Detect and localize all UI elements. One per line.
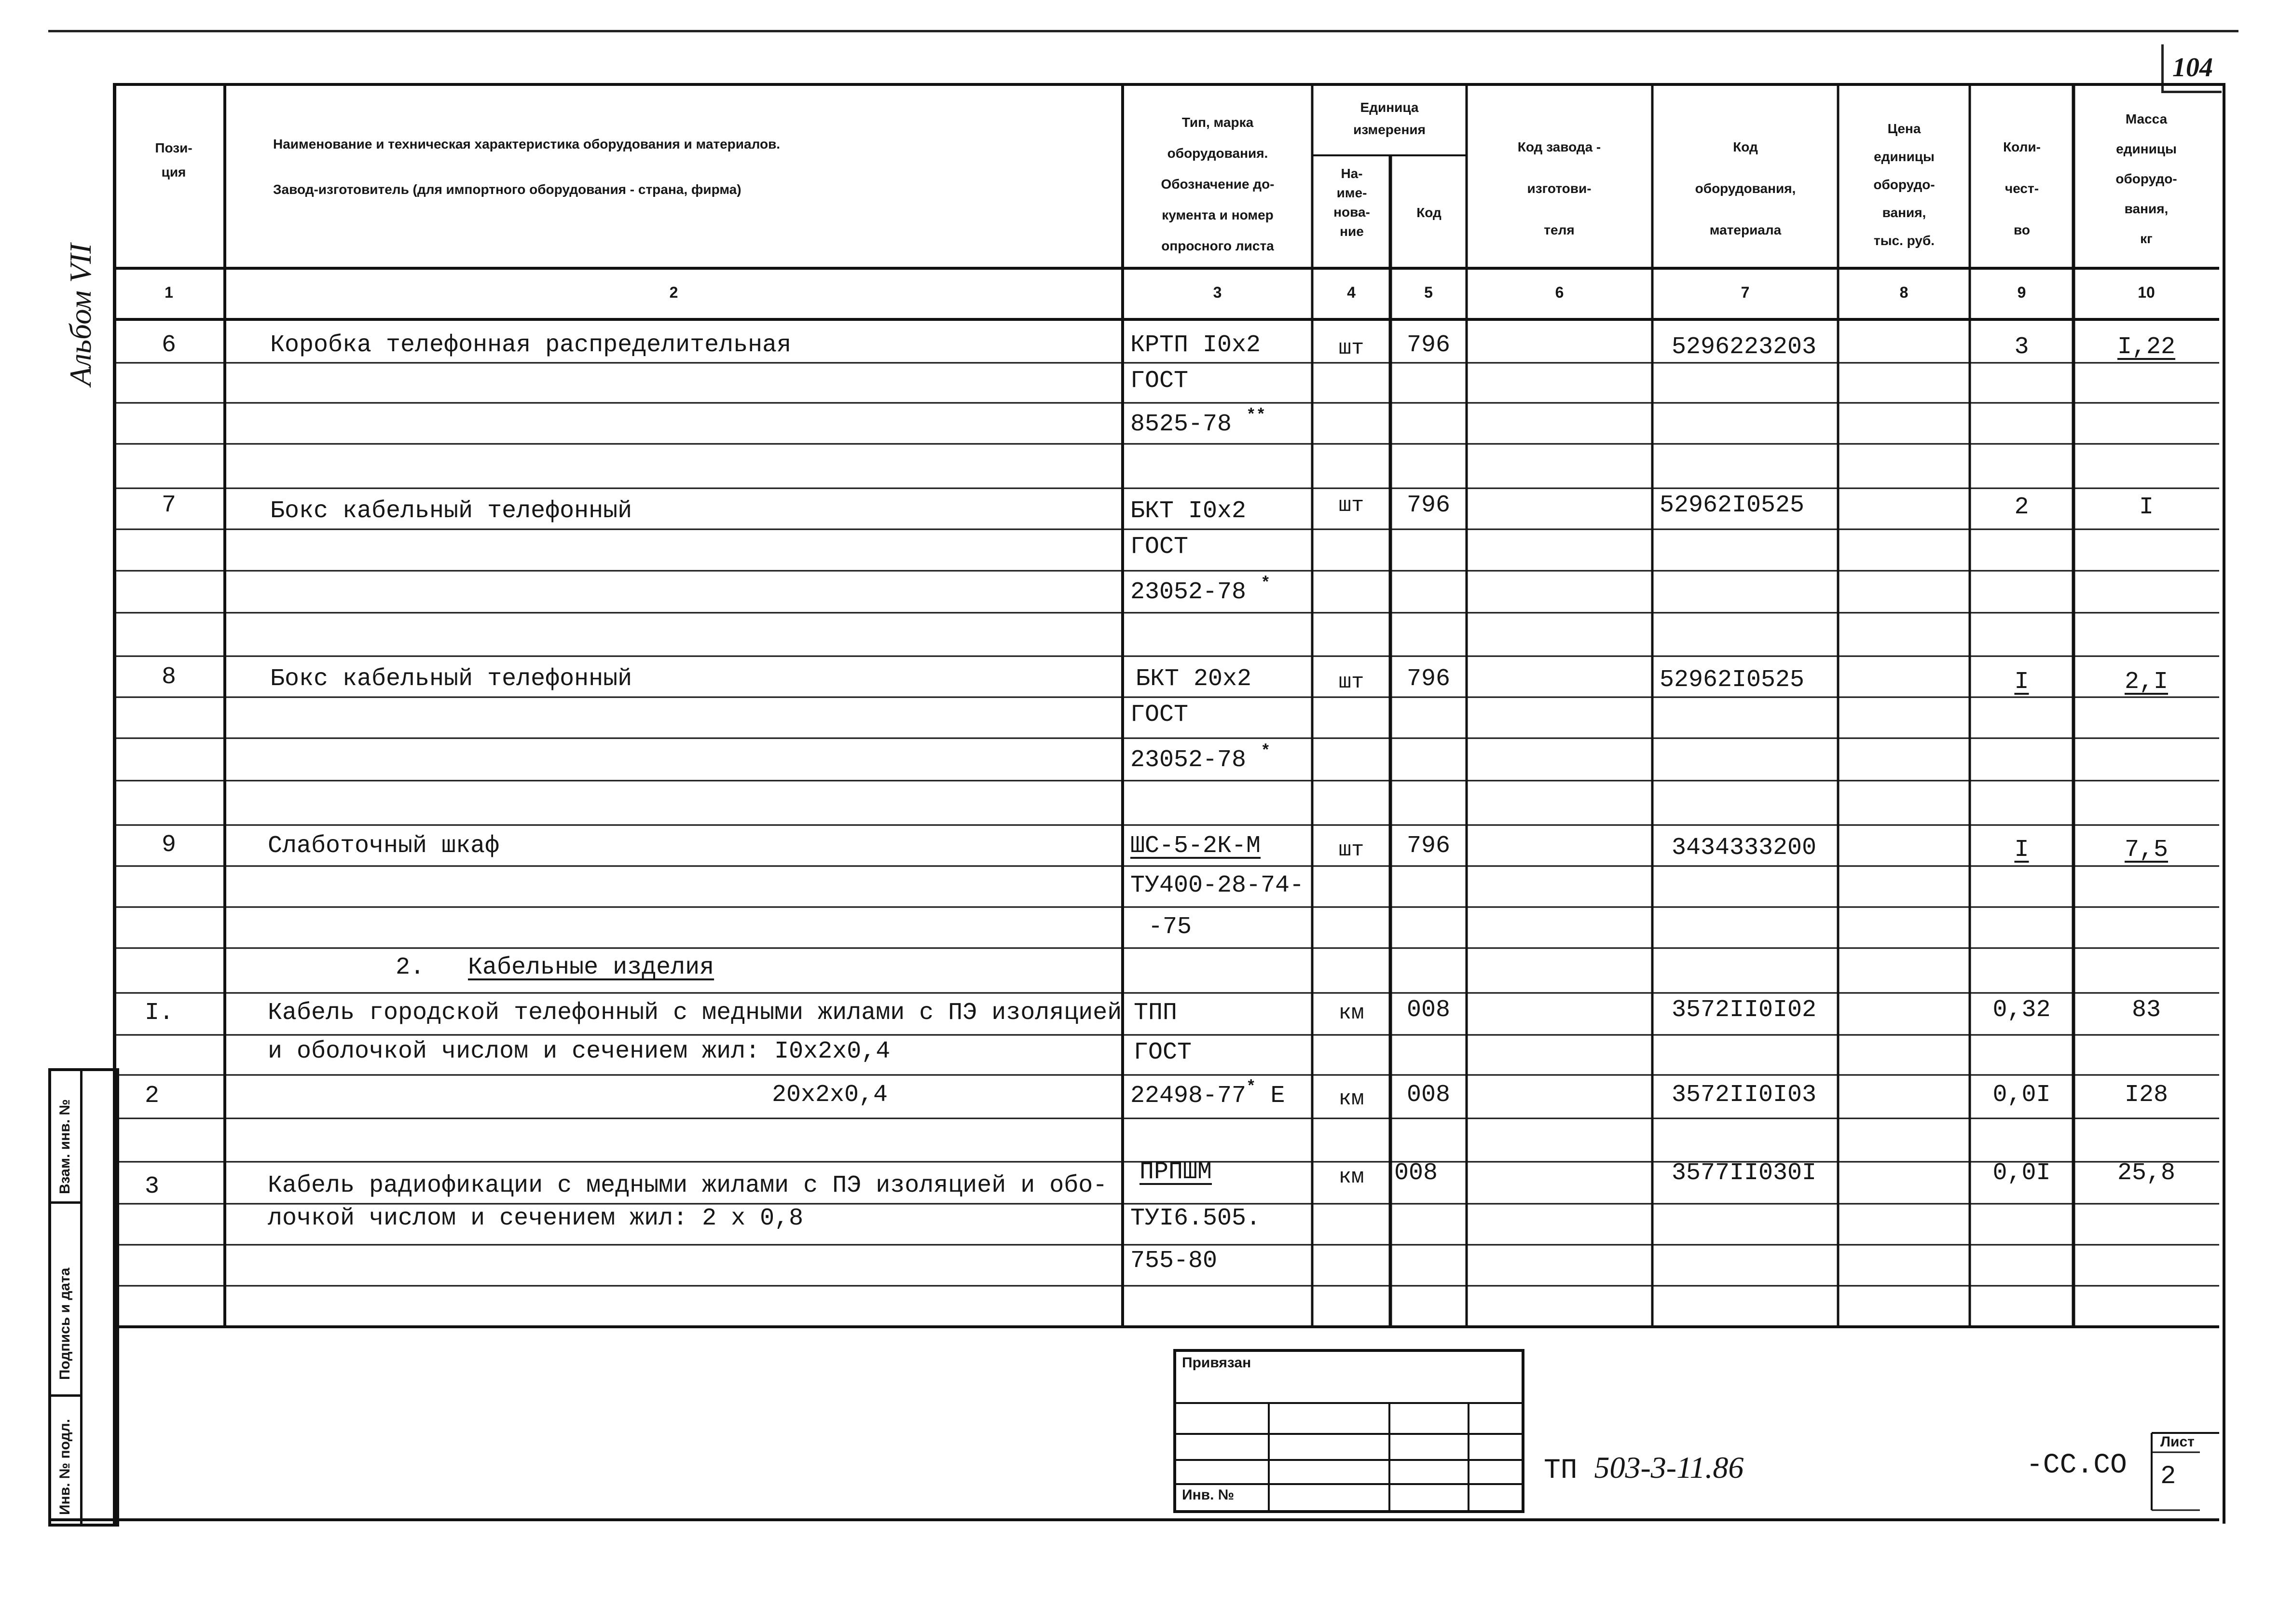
row-name: Слаботочный шкаф	[268, 832, 500, 860]
row-type: ГОСТ	[1130, 533, 1189, 561]
col-number: 4	[1347, 284, 1356, 301]
row-quantity: 0,32	[1992, 996, 2051, 1024]
row-unit: км	[1338, 1165, 1364, 1189]
row-mass: 83	[2131, 996, 2161, 1024]
row-name: Бокс кабельный телефонный	[270, 497, 632, 525]
header-quantity: Коли- чест- во	[2003, 139, 2041, 237]
row-type: ШС-5-2К-М	[1130, 832, 1261, 860]
row-type: 23052-78 *	[1130, 743, 1271, 774]
row-equipment-code: 52962I0525	[1660, 666, 1805, 694]
row-equipment-code: 3577II030I	[1672, 1159, 1817, 1187]
row-type: 22498-77* Е	[1130, 1078, 1285, 1110]
row-name: Кабель радиофикации с медными жилами с ПЭ изоляцией и обо-	[268, 1172, 1108, 1199]
row-mass: 7,5	[2124, 836, 2168, 864]
row-position: 3	[145, 1173, 160, 1200]
row-name: и оболочкой числом и сечением жил: I0x2x0,4	[268, 1038, 891, 1065]
header-type: Тип, марка оборудования. Обозначение до- кумента и номер опросного листа	[1161, 115, 1275, 253]
row-equipment-code: 3434333200	[1672, 834, 1817, 862]
row-unit-code: 796	[1406, 665, 1450, 693]
row-quantity: 0,0I	[1992, 1159, 2051, 1187]
row-unit-code: 008	[1406, 1081, 1450, 1109]
header-price: Цена единицы оборудо- вания, тыс. руб.	[1873, 121, 1935, 248]
row-position: 6	[161, 331, 176, 359]
header-name-line2: Завод-изготовитель (для импортного оборудования - страна, фирма)	[273, 182, 741, 197]
binding-stamp	[1173, 1349, 1524, 1513]
row-quantity: 0,0I	[1992, 1081, 2051, 1109]
footnote-mark: *	[1261, 743, 1271, 761]
row-type: 8525-78 **	[1130, 407, 1266, 438]
album-label: Альбом VII	[63, 243, 97, 386]
row-unit: шт	[1338, 336, 1364, 360]
header-name-line1: Наименование и техническая характеристика оборудования и материалов.	[273, 137, 781, 151]
row-type: ТПП	[1134, 999, 1178, 1027]
row-mass: 25,8	[2117, 1159, 2176, 1187]
row-mass: I,22	[2117, 333, 2176, 361]
row-type: -75	[1148, 913, 1192, 941]
col-number: 9	[2017, 284, 2026, 301]
col-number: 3	[1213, 284, 1222, 301]
row-equipment-code: 5296223203	[1672, 333, 1817, 361]
row-type: ТУI6.505.	[1130, 1205, 1261, 1232]
sheet-label: Лист	[2160, 1434, 2195, 1450]
header-mass: Масса единицы оборудо- вания, кг	[2115, 111, 2177, 246]
row-unit: км	[1338, 1001, 1364, 1025]
vzam-inv-label: Взам. инв. №	[57, 1099, 73, 1194]
document-code: ТП 503-3-11.86	[1544, 1450, 1744, 1486]
row-mass: 2,I	[2124, 668, 2168, 696]
row-type: ГОСТ	[1130, 701, 1189, 729]
row-type: ПРПШМ	[1140, 1158, 1212, 1186]
col-number: 6	[1555, 284, 1564, 301]
row-type: БКТ I0x2	[1130, 497, 1247, 525]
footnote-mark: *	[1261, 575, 1271, 593]
header-position: Пози- ция	[155, 140, 192, 179]
row-type: 755-80	[1130, 1247, 1218, 1275]
row-unit-code: 796	[1406, 832, 1450, 860]
row-position: 8	[161, 663, 176, 691]
col-number: 5	[1424, 284, 1433, 301]
col-number: 2	[669, 284, 678, 301]
footnote-mark: **	[1246, 407, 1266, 425]
page-number: 104	[2161, 44, 2222, 93]
row-unit: шт	[1338, 494, 1364, 518]
row-position: 9	[161, 831, 176, 859]
row-equipment-code: 52962I0525	[1660, 492, 1805, 519]
inv-no-podl-label: Инв. № подл.	[57, 1418, 73, 1515]
row-equipment-code: 3572II0I03	[1672, 1081, 1817, 1109]
row-quantity: 2	[2014, 494, 2029, 521]
document-suffix: -СС.СО	[2026, 1450, 2127, 1481]
row-quantity: I	[2014, 668, 2029, 696]
sheet-number: 2	[2160, 1462, 2176, 1491]
row-unit: шт	[1338, 838, 1364, 862]
col-number: 7	[1741, 284, 1750, 301]
footnote-mark: *	[1246, 1078, 1256, 1097]
row-type: КРТП I0x2	[1130, 331, 1261, 359]
row-mass: I28	[2124, 1081, 2168, 1109]
row-name: Коробка телефонная распределительная	[270, 331, 792, 359]
row-type: ТУ400-28-74-	[1130, 872, 1304, 899]
row-type: ГОСТ	[1130, 367, 1189, 395]
row-position: 2	[145, 1082, 160, 1110]
section-title: 2. Кабельные изделия	[396, 954, 714, 981]
header-equipment-code: Код оборудования, материала	[1695, 139, 1796, 237]
col-number: 1	[165, 284, 173, 301]
header-unit-code: Код	[1416, 205, 1442, 220]
row-unit-code: 008	[1394, 1159, 1438, 1187]
row-type: ГОСТ	[1134, 1039, 1192, 1066]
row-name: 20x2x0,4	[772, 1081, 888, 1109]
podpis-data-label: Подпись и дата	[57, 1267, 73, 1380]
row-name: лочкой числом и сечением жил: 2 x 0,8	[268, 1205, 804, 1232]
row-name: Кабель городской телефонный с медными жилами с ПЭ изоляцией	[268, 999, 1122, 1027]
header-factory-code: Код завода - изготови- теля	[1517, 139, 1601, 237]
col-number: 10	[2138, 284, 2155, 301]
col-number: 8	[1899, 284, 1908, 301]
row-mass: I	[2139, 494, 2154, 521]
row-position: I.	[145, 999, 174, 1027]
row-name: Бокс кабельный телефонный	[270, 665, 632, 693]
row-unit-code: 796	[1406, 492, 1450, 519]
row-quantity: 3	[2014, 333, 2029, 361]
row-type: 23052-78 *	[1130, 575, 1271, 606]
header-unit: Единица измерения	[1353, 100, 1426, 137]
row-type: БКТ 20x2	[1136, 665, 1252, 693]
row-position: 7	[161, 492, 176, 519]
row-unit-code: 796	[1406, 331, 1450, 359]
row-quantity: I	[2014, 836, 2029, 864]
row-equipment-code: 3572II0I02	[1672, 996, 1817, 1024]
stamp-inv-no: Инв. №	[1182, 1487, 1235, 1503]
row-unit: шт	[1338, 670, 1364, 694]
row-unit-code: 008	[1406, 996, 1450, 1024]
stamp-privyazan: Привязан	[1182, 1355, 1251, 1371]
header-unit-name: На- име- нова- ние	[1333, 166, 1370, 239]
row-unit: км	[1338, 1087, 1364, 1111]
